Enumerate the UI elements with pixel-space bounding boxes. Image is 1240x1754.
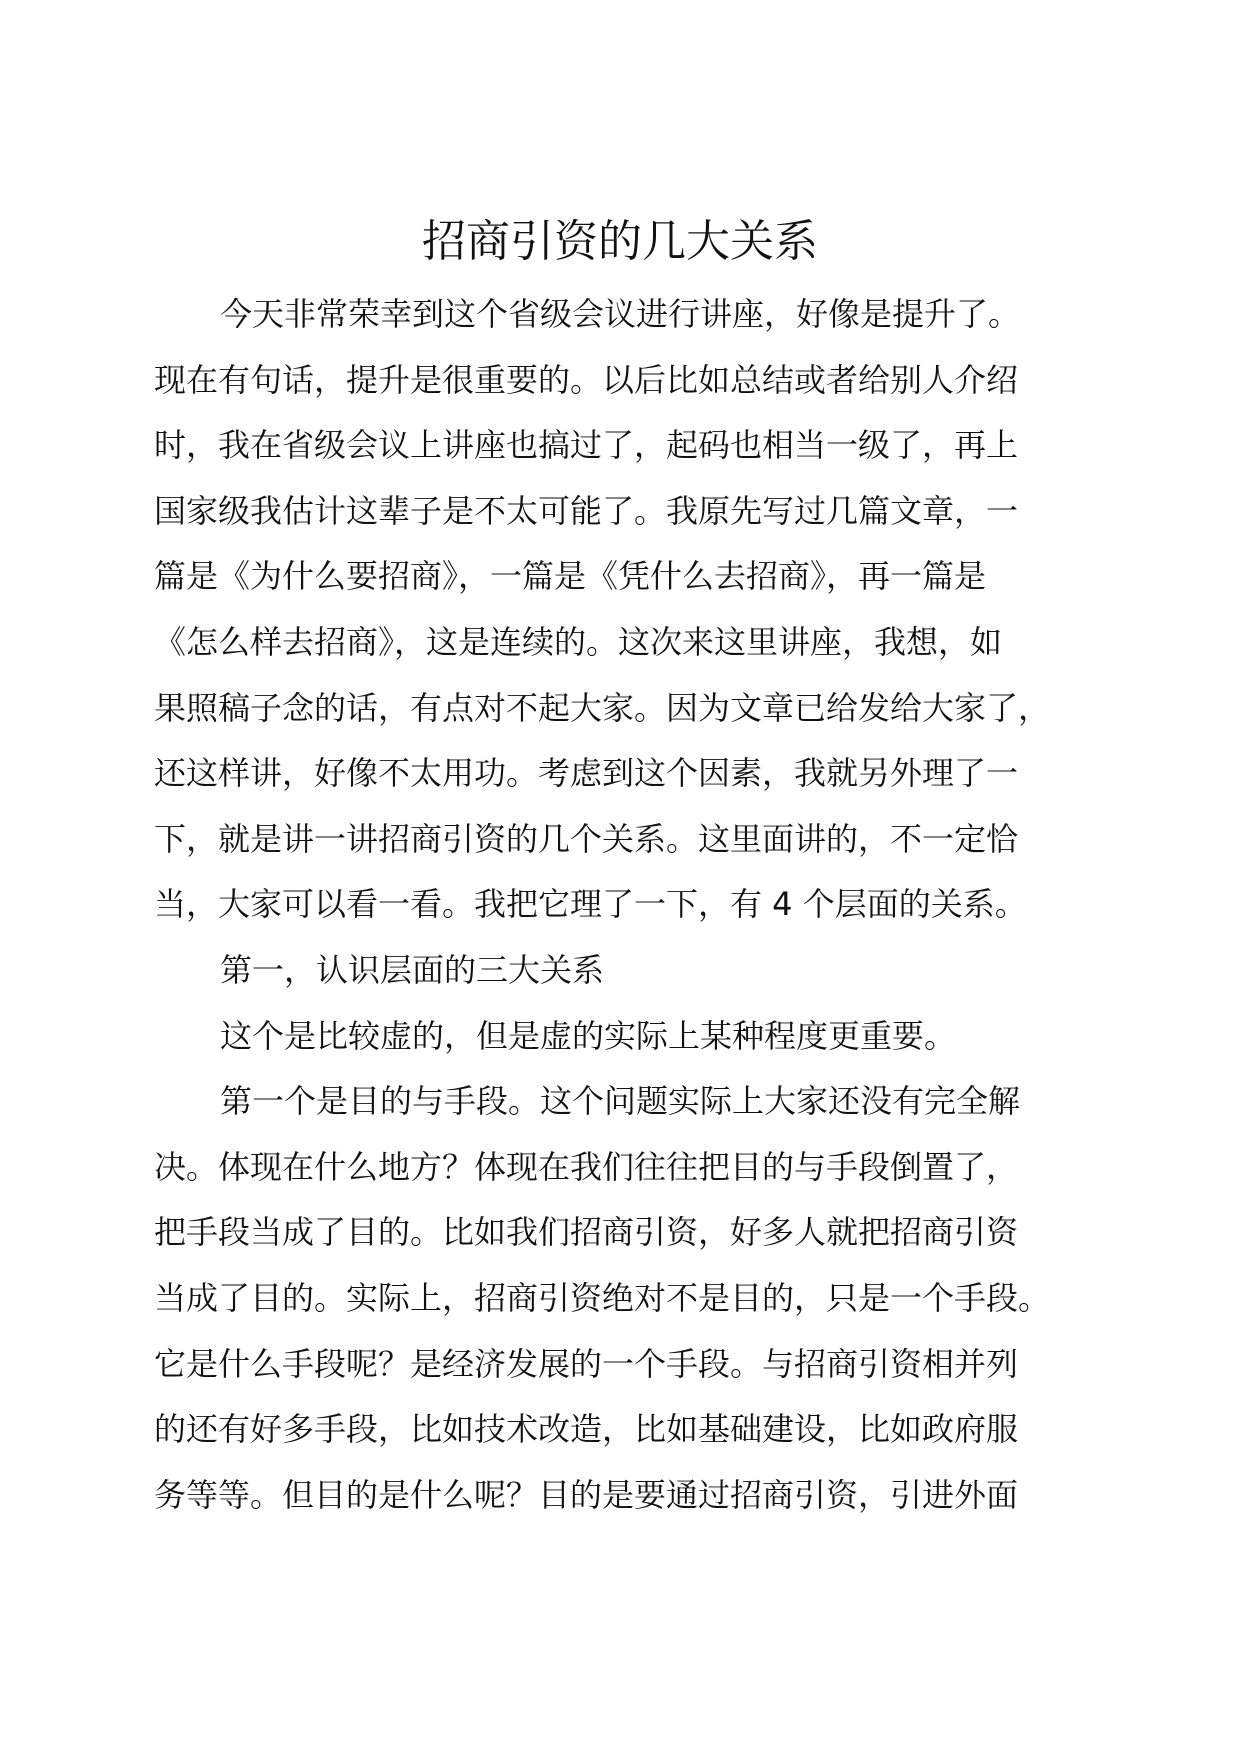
paragraph-line: 的还有好多手段，比如技术改造，比如基础建设，比如政府服 xyxy=(154,1410,1019,1449)
paragraph-line: 国家级我估计这辈子是不太可能了。我原先写过几篇文章，一 xyxy=(154,491,1019,530)
paragraph-line: 决。体现在什么地方？体现在我们往往把目的与手段倒置了， xyxy=(154,1147,1019,1186)
paragraph-line: 务等等。但目的是什么呢？目的是要通过招商引资，引进外面 xyxy=(154,1475,1019,1514)
document-title: 招商引资的几大关系 xyxy=(422,216,818,267)
paragraph-line: 这个是比较虚的，但是虚的实际上某种程度更重要。 xyxy=(220,1016,957,1055)
paragraph-line: 当，大家可以看一看。我把它理了一下，有 4 个层面的关系。 xyxy=(154,885,1027,924)
section-heading: 第一，认识层面的三大关系 xyxy=(220,950,605,989)
paragraph-line: 果照稿子念的话，有点对不起大家。因为文章已给发给大家了， xyxy=(154,688,1051,727)
paragraph-line: 篇是《为什么要招商》，一篇是《凭什么去招商》，再一篇是 xyxy=(154,557,987,596)
paragraph-line: 当成了目的。实际上，招商引资绝对不是目的，只是一个手段。 xyxy=(154,1278,1051,1317)
paragraph-line: 把手段当成了目的。比如我们招商引资，好多人就把招商引资 xyxy=(154,1213,1019,1252)
paragraph-line: 今天非常荣幸到这个省级会议进行讲座，好像是提升了。 xyxy=(220,295,1021,333)
paragraph-line: 下，就是讲一讲招商引资的几个关系。这里面讲的，不一定恰 xyxy=(154,819,1019,858)
paragraph-line: 时，我在省级会议上讲座也搞过了，起码也相当一级了，再上 xyxy=(154,426,1019,465)
paragraph-line: 还这样讲，好像不太用功。考虑到这个因素，我就另外理了一 xyxy=(154,754,1019,793)
paragraph-line: 第一个是目的与手段。这个问题实际上大家还没有完全解 xyxy=(220,1082,1021,1121)
document-body xyxy=(154,282,1086,1528)
paragraph-line: 它是什么手段呢？是经济发展的一个手段。与招商引资相并列 xyxy=(154,1344,1019,1383)
paragraph-line: 《怎么样去招商》，这是连续的。这次来这里讲座，我想，如 xyxy=(154,622,1003,661)
paragraph-line: 现在有句话，提升是很重要的。以后比如总结或者给别人介绍 xyxy=(154,360,1019,399)
